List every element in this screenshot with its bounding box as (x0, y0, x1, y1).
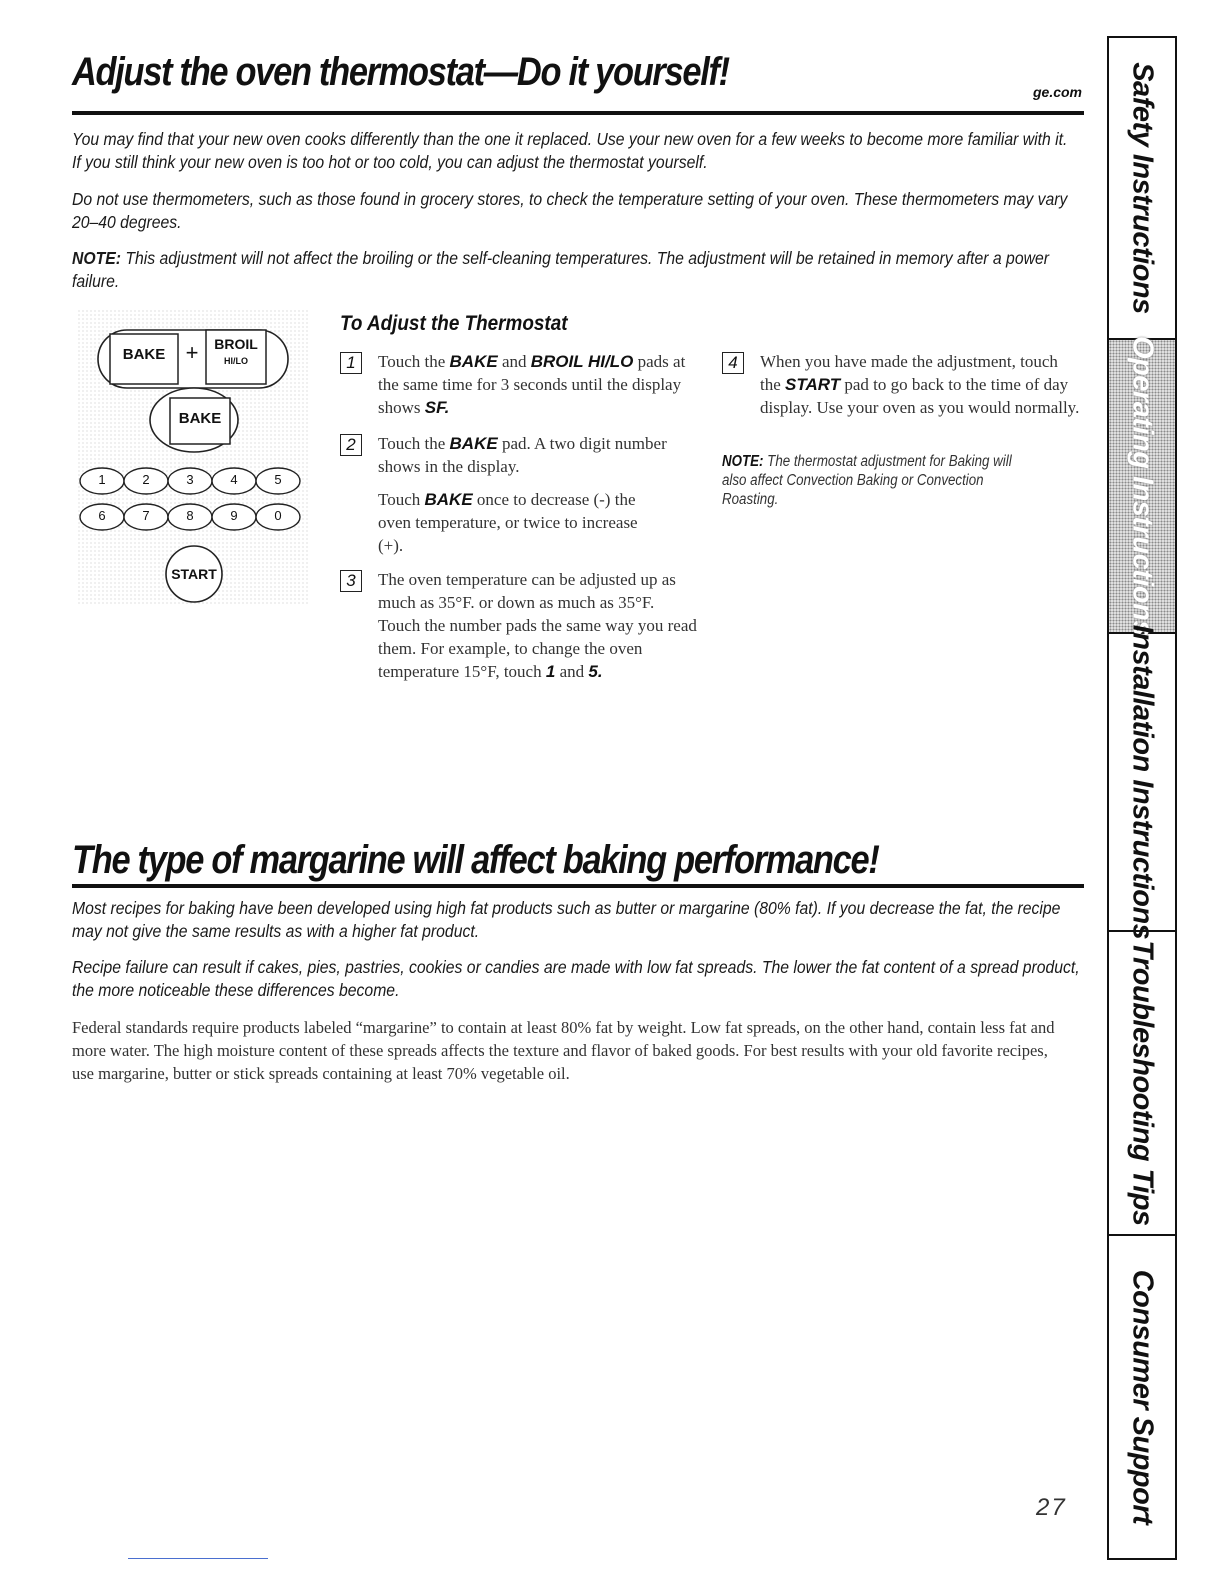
step-text: Touch the BAKE and BROIL HI/LO pads at the same time for 3 seconds until the display shows SF. (378, 352, 686, 417)
tab-label: Installation Instructions (1126, 624, 1159, 940)
plus-sign: + (185, 340, 199, 365)
step-number: 3 (340, 570, 362, 592)
tab-consumer-support[interactable] (1109, 1236, 1175, 1558)
digit-label[interactable]: 4 (230, 472, 238, 487)
site-url[interactable]: ge.com (1032, 84, 1082, 100)
subheading-adjust-thermostat: To Adjust the Thermostat (340, 312, 568, 335)
keypad-illustration (78, 310, 318, 610)
tab-label: Operating Instructions (1126, 336, 1159, 636)
section-title-margarine: The type of margarine will affect baking performance! (72, 838, 879, 882)
footer-line (128, 1558, 268, 1559)
step-text: The oven temperature can be adjusted up as much as 35°F. or down as much as 35°F. Touch the number pads the same way you read them. For example, to change the oven temperature 15°F, touch 1 and 5. (378, 570, 697, 681)
note-paragraph (72, 247, 1080, 293)
note-label: NOTE: (72, 248, 122, 268)
note-label: NOTE: (722, 453, 764, 470)
step-text: Touch BAKE once to decrease (-) the oven temperature, or twice to increase (+). (378, 490, 638, 555)
bake-pad-2-label[interactable]: BAKE (178, 410, 222, 427)
digit-label[interactable]: 0 (274, 508, 282, 523)
tab-label: Safety Instructions (1126, 62, 1159, 314)
digit-label[interactable]: 3 (186, 472, 194, 487)
digit-label[interactable]: 8 (186, 508, 194, 523)
step-number: 2 (340, 434, 362, 456)
intro-paragraph-1: You may find that your new oven cooks differently than the one it replaced. Use your new oven for a few weeks to become more familiar with it. If you still think your new oven is too hot or too cold, you can adjust the thermostat yourself. (72, 129, 1068, 172)
digit-label[interactable]: 6 (98, 508, 106, 523)
section-title-thermostat: Adjust the oven thermostat—Do it yourself! (72, 50, 729, 94)
intro-paragraph-2: Do not use thermometers, such as those found in grocery stores, to check the temperature setting of your oven. These thermometers may vary 20–40 degrees. (72, 189, 1068, 232)
digit-label[interactable]: 2 (142, 472, 150, 487)
hilo-label: HI/LO (224, 356, 248, 366)
note-text: The thermostat adjustment for Baking will also affect Convection Baking or Convection Roasting. (722, 453, 1012, 508)
section-tabs (1107, 36, 1177, 1560)
broil-pad-label[interactable]: BROIL (214, 336, 258, 352)
margarine-intro-1: Most recipes for baking have been developed using high fat products such as butter or margarine (80% fat). If you decrease the fat, the recipe may not give the same results as with a higher fat product. (72, 898, 1061, 941)
tab-troubleshooting-tips[interactable] (1109, 932, 1175, 1236)
tab-label: Troubleshooting Tips (1126, 940, 1159, 1226)
digit-label[interactable]: 7 (142, 508, 150, 523)
tab-installation-instructions[interactable] (1109, 624, 1175, 940)
bake-pad-label[interactable]: BAKE (122, 346, 166, 363)
margarine-intro-2: Recipe failure can result if cakes, pies, pastries, cookies or candies are made with low fat spreads. The lower the fat content of a spread product, the more noticeable these differences become. (72, 957, 1080, 1000)
page-number: 27 (1036, 1494, 1067, 1521)
start-pad-label[interactable]: START (171, 566, 217, 582)
digit-label[interactable]: 5 (274, 472, 282, 487)
step-number: 4 (722, 352, 744, 374)
title-rule (72, 111, 1084, 115)
tab-operating-instructions[interactable] (1109, 336, 1175, 636)
digit-label[interactable]: 9 (230, 508, 238, 523)
tab-label: Consumer Support (1126, 1269, 1159, 1525)
step-number: 1 (340, 352, 362, 374)
note-text: This adjustment will not affect the broiling or the self-cleaning temperatures. The adjustment will be retained in memory after a power failure. (72, 248, 1049, 291)
convection-note (722, 452, 1032, 509)
digit-label[interactable]: 1 (98, 472, 106, 487)
step-text: Touch the BAKE pad. A two digit number shows in the display. (378, 434, 667, 476)
tab-safety-instructions[interactable] (1109, 38, 1175, 340)
step-text: When you have made the adjustment, touch the START pad to go back to the time of day display. Use your oven as you would normally. (760, 352, 1080, 417)
margarine-body: Federal standards require products labeled “margarine” to contain at least 80% fat by weight. Low fat spreads, on the other hand, contain less fat and more water. The high moisture content of these spreads affects the texture and flavor of baked goods. For best results with your old favorite recipes, use margarine, butter or stick spreads containing at least 70% vegetable oil. (72, 1018, 1055, 1083)
title-rule (72, 884, 1084, 888)
